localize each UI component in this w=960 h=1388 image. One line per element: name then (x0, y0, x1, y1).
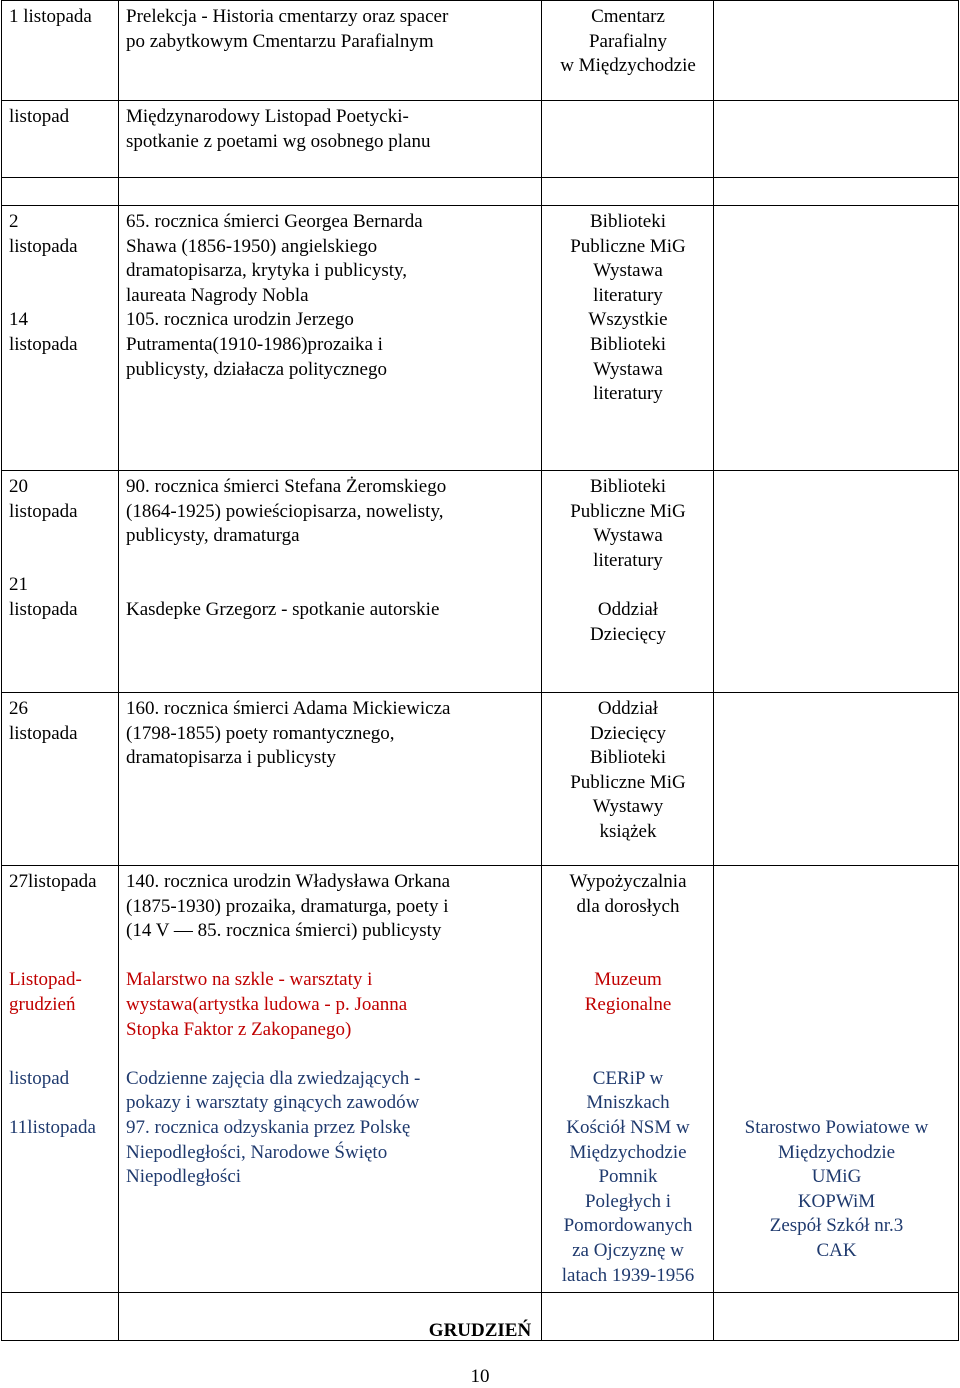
place-cell: Biblioteki Publiczne MiG Wystawa literatury Wszystkie Biblioteki Wystawa literatury (542, 206, 714, 471)
event-cell: Międzynarodowy Listopad Poetycki- spotkanie z poetami wg osobnego planu (119, 101, 542, 178)
partners-cell (714, 693, 959, 866)
table-row (2, 693, 959, 866)
table-row (2, 866, 959, 1293)
date-cell: 20 listopada 21 listopada (2, 471, 119, 693)
table-row (2, 1, 959, 101)
date-cell: 2 listopada 14 listopada (2, 206, 119, 471)
place-cell: Cmentarz Parafialny w Międzychodzie (542, 1, 714, 101)
table-row (2, 101, 959, 178)
event-cell: 160. rocznica śmierci Adama Mickiewicza (1798-1855) poety romantycznego, dramatopisarza i publicysty (119, 693, 542, 866)
date-cell: listopad (2, 101, 119, 178)
table-row (2, 178, 959, 206)
partners-cell (714, 101, 959, 178)
partners-cell: Starostwo Powiatowe w Międzychodzie UMiG KOPWiM Zespół Szkół nr.3 CAK (714, 866, 959, 1293)
partners-cell (714, 1, 959, 101)
date-cell: 27listopada Listopad- grudzień listopad 11listopada (2, 866, 119, 1293)
empty-cell (2, 178, 119, 206)
empty-cell (714, 178, 959, 206)
place-cell: Wypożyczalnia dla dorosłych Muzeum Regionalne CERiP w Mniszkach Kościół NSM w Międzychodzie Pomnik Poległych i Pomordowanych za Ojczyznę w latach 1939-1956 (542, 866, 714, 1293)
date-cell: 1 listopada (2, 1, 119, 101)
page-number: 10 (470, 1366, 490, 1387)
event-schedule-table (1, 0, 959, 1341)
table-row (2, 206, 959, 471)
partners-cell (714, 206, 959, 471)
event-cell: 65. rocznica śmierci Georgea Bernarda Shawa (1856-1950) angielskiego dramatopisarza, krytyka i publicysty, laureata Nagrody Nobla 105. rocznica urodzin Jerzego Putramenta(1910-1986)prozaika i publicysty, działacza politycznego (119, 206, 542, 471)
month-heading: GRUDZIEŃ (428, 1320, 532, 1341)
event-cell: Prelekcja - Historia cmentarzy oraz spacer po zabytkowym Cmentarzu Parafialnym (119, 1, 542, 101)
place-cell: Oddział Dziecięcy Biblioteki Publiczne MiG Wystawy książek (542, 693, 714, 866)
date-cell: 26 listopada (2, 693, 119, 866)
table-row (2, 471, 959, 693)
empty-cell (119, 178, 542, 206)
empty-cell (542, 178, 714, 206)
partners-cell (714, 471, 959, 693)
event-cell: 90. rocznica śmierci Stefana Żeromskiego (1864-1925) powieściopisarza, nowelisty, publicysty, dramaturga Kasdepke Grzegorz - spotkanie autorskie (119, 471, 542, 693)
place-cell (542, 101, 714, 178)
event-cell: 140. rocznica urodzin Władysława Orkana (1875-1930) prozaika, dramaturga, poety i (14 V — 85. rocznica śmierci) publicysty Malarstwo na szkle - warsztaty i wystawa(artystka ludowa - p. Joanna Stopka Faktor z Zakopanego) Codzienne zajęcia dla zwiedzających - pokazy i warsztaty ginących zawodów 97. rocznica odzyskania przez Polskę Niepodległości, Narodowe Święto Niepodległości (119, 866, 542, 1293)
place-cell: Biblioteki Publiczne MiG Wystawa literatury Oddział Dziecięcy (542, 471, 714, 693)
